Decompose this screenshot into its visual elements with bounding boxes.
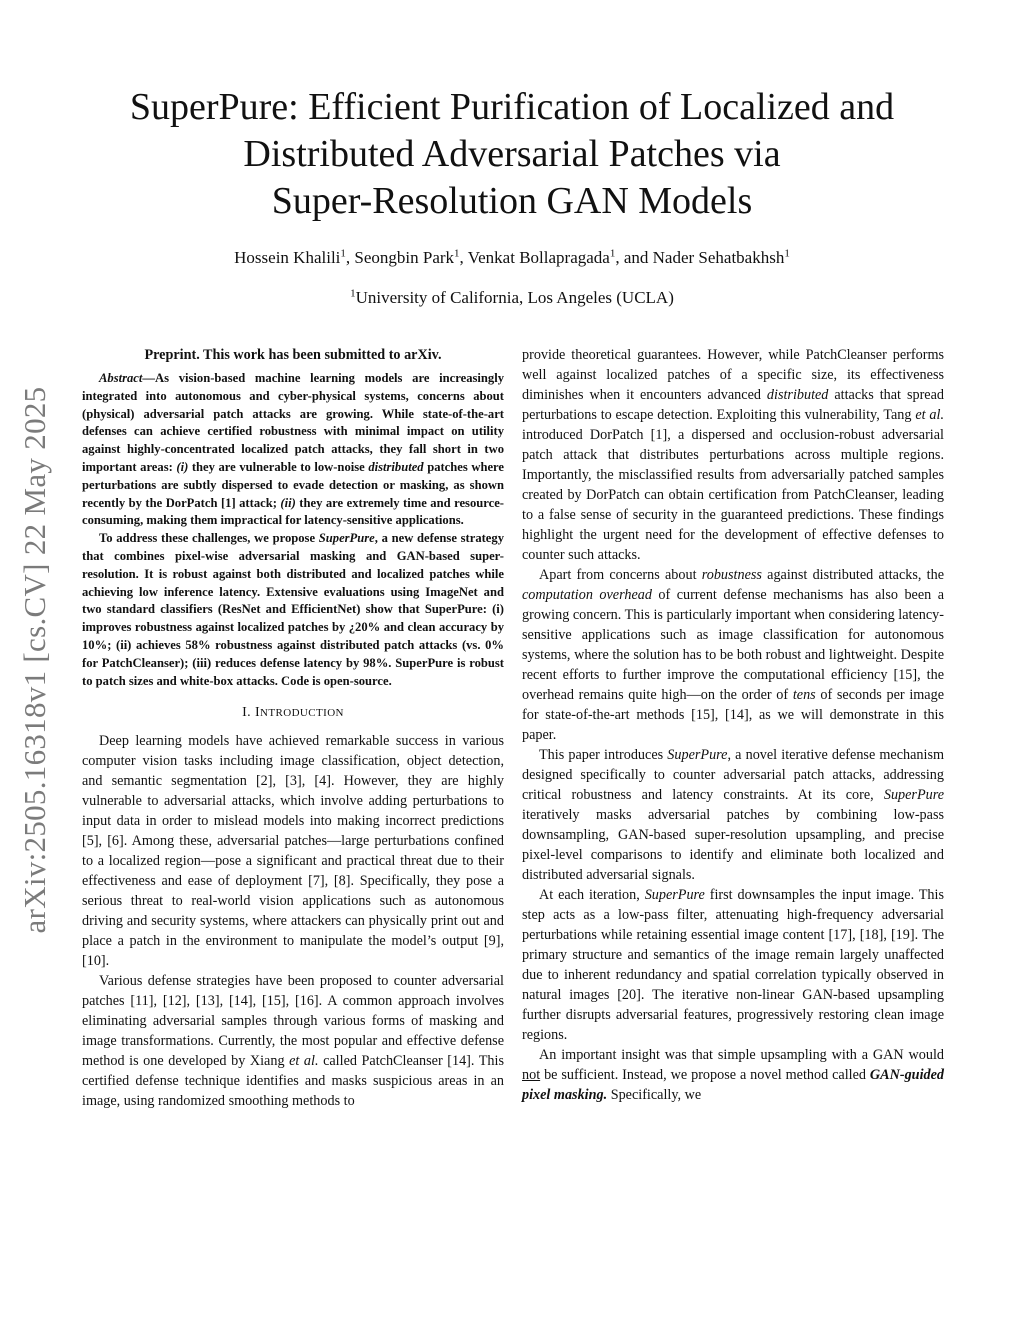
body-text: iteratively masks adversarial patches by combining low-pass downsampling, GAN-based super-resolution upsampling, and precise pixel-level comparisons to identify and eliminate both localized and distributed adversarial signals. [522, 807, 944, 883]
affiliation [80, 286, 944, 310]
body-text: provide theoretical guarantees. However, while PatchCleanser performs well against localized patches of a specific size, its effectiveness diminishes when it encounters advanced [522, 347, 944, 403]
author-sup-4: 1 [784, 247, 790, 260]
abstract-point-i: (i) [176, 459, 189, 474]
body-text: Specifically, we [607, 1087, 702, 1103]
abstract-text: —As vision-based machine learning models are increasingly integrated into autonomous and cyber-physical systems, concerns about (physical) adversarial patch attacks are growing. While state-of-the-art defenses can achieve certified robustness with minimal impact on utility against highly-concentrated localized patch attacks, they fall short in two important areas: [82, 371, 504, 474]
abstract-distributed: distributed [368, 459, 424, 474]
body-text: of current defense mechanisms has also been a growing concern. This is particularly important when considering latency-sensitive applications such as image classification for autonomous systems, where the solution has to be both robust and lightweight. Despite recent efforts to further improve the computational efficiency [15], the overhead remains quite high—on the order of [522, 587, 944, 703]
section-smallcaps: NTRODUCTION [260, 707, 344, 720]
title-line-3: Super-Resolution GAN Models [271, 180, 753, 222]
body-text: Apart from concerns about [539, 567, 702, 583]
right-paragraph-2 [522, 565, 944, 745]
section-heading-introduction [82, 703, 504, 723]
preprint-notice: Preprint. This work has been submitted to arXiv. [144, 347, 442, 363]
abstract-text: , a new defense strategy that combines pixel-wise adversarial masking and GAN-based super-resolution. It is robust against both distributed and localized patches while achieving low inference latency. Extensive evaluations using ImageNet and two standard classifiers (ResNet and EfficientNet) show that SuperPure: (i) improves robustness against localized patches by ¿20% and clean accuracy by 10%; (ii) achieves 58% robustness against distributed patch attacks (vs. 0% for PatchCleanser); (iii) reduces defense latency by 98%. SuperPure is robust to patch sizes and white-box attacks. Code is open-source. [82, 531, 504, 688]
abstract-point-ii: (ii) [280, 495, 296, 510]
superpure-italic: SuperPure [644, 887, 705, 903]
distributed-italic: distributed [766, 387, 829, 403]
body-text: of seconds per image for state-of-the-art methods [15], [14], as we will demonstrate in this paper. [522, 687, 944, 743]
body-text: Various defense strategies have been proposed to counter adversarial patches [11], [12], [13], [14], [15], [16]. A common approach involves eliminating adversarial samples through various forms of masking and image transformations. Currently, the most popular and effective defense method is one developed by Xiang [82, 973, 504, 1070]
computation-overhead-italic: computation overhead [522, 587, 652, 603]
body-text: attacks that spread perturbations to escape detection. Exploiting this vulnerability, Tang [522, 387, 944, 423]
et-al: et al. [289, 1053, 319, 1070]
body-text: against distributed attacks, the [761, 567, 944, 583]
superpure-italic: SuperPure [883, 787, 944, 803]
intro-paragraph-1: Deep learning models have achieved remarkable success in various computer vision tasks including image classification, object detection, and semantic segmentation [2], [3], [4]. However, they are highly vulnerable to adversarial attacks, which involve adding perturbations to input data in order to mislead models into making incorrect predictions [5], [6]. Among these, adversarial patches—large perturbations confined to a localized region—pose a significant and practical threat due to their effectiveness and ease of deployment [7], [8]. Specifically, they pose a serious threat to real-world vision applications such as autonomous driving and security systems, where attackers can physically print out and place a patch in the environment to manipulate the model’s output [9], [10]. [82, 733, 504, 970]
title-line-2: Distributed Adversarial Patches via [243, 133, 781, 175]
author-sup-2: 1 [454, 247, 460, 260]
body-text: This paper introduces [539, 747, 668, 763]
author-park: , Seongbin Park [345, 248, 455, 267]
title-line-1: SuperPure: Efficient Purification of Localized and [129, 86, 895, 128]
abstract-text: they are vulnerable to low-noise [188, 459, 369, 474]
section-number: I. [242, 705, 255, 721]
author-list [80, 246, 944, 270]
affiliation-text: University of California, Los Angeles (UCLA) [355, 288, 674, 307]
section-initial: I [254, 705, 261, 721]
body-text: called PatchCleanser [14]. This certified defense technique identifies and masks suspicious areas in an image, using randomized smoothing methods to [82, 1053, 504, 1110]
author-sehatbakhsh: , and Nader Sehatbakhsh [615, 248, 785, 267]
author-khalili: Hossein Khalili [234, 248, 341, 267]
right-paragraph-5 [522, 1045, 944, 1105]
not-underlined: not [522, 1067, 541, 1083]
abstract-text: they are extremely time and resource-consuming, making them impractical for latency-sensitive applications. [82, 495, 504, 528]
right-paragraph-1 [522, 345, 944, 565]
author-bollapragada: , Venkat Bollapragada [459, 248, 610, 267]
right-paragraph-4 [522, 885, 944, 1045]
arxiv-sidebar [2, 360, 68, 960]
superpure-italic: SuperPure [667, 747, 728, 763]
abstract-paragraph-1 [82, 370, 504, 530]
gan-guided-masking-bold: GAN-guided pixel masking. [522, 1067, 944, 1103]
left-column [82, 345, 504, 1111]
paper-title [80, 84, 944, 225]
author-sup-3: 1 [609, 247, 616, 260]
body-text: An important insight was that simple upsampling with a GAN would [539, 1047, 944, 1063]
body-text: At each iteration, [539, 887, 645, 903]
abstract-superpure: SuperPure [318, 531, 375, 546]
robustness-italic: robustness [701, 567, 762, 583]
affiliation-sup: 1 [350, 287, 356, 300]
tens-italic: tens [792, 687, 816, 703]
author-sup-1: 1 [340, 247, 346, 260]
body-text: be sufficient. Instead, we propose a novel method called [540, 1067, 870, 1083]
body-text: first downsamples the input image. This step acts as a low-pass filter, attenuating high-frequency adversarial perturbations while retaining essential image content [17], [18], [19]. The primary structure and semantics of the image remain largely unaffected due to inherent redundancy and spatial correlation typically observed in natural images [20]. The iterative non-linear GAN-based upsampling further disrupts adversarial features, progressively restoring clean image regions. [522, 887, 944, 1043]
abstract-label: Abstract [99, 371, 143, 385]
arxiv-identifier: arXiv:2505.16318v1 [cs.CV] 22 May 2025 [17, 386, 52, 934]
intro-paragraph-2 [82, 971, 504, 1111]
abstract-text: patches where perturbations are subtly dispersed to evade detection or masking, as shown recently by the DorPatch [1] attack; [82, 459, 504, 510]
abstract-text: To address these challenges, we propose [99, 531, 319, 546]
et-al: et al. [915, 407, 944, 423]
right-paragraph-3 [522, 745, 944, 885]
abstract [82, 370, 504, 690]
body-text: introduced DorPatch [1], a dispersed and occlusion-robust adversarial patch attack that distributes perturbations across multiple regions. Importantly, the misclassified results from adversarially patched samples created by DorPatch can obtain certification from PatchCleanser, leading to a false sense of security in the guaranteed predictions. These findings highlight the urgent need for the development of effective defenses to counter such attacks. [522, 427, 944, 563]
abstract-paragraph-2 [82, 530, 504, 690]
body-text: , a novel iterative defense mechanism designed specifically to counter adversarial patch attacks, addressing critical robustness and latency constraints. At its core, [522, 747, 945, 803]
right-column [522, 345, 944, 1105]
